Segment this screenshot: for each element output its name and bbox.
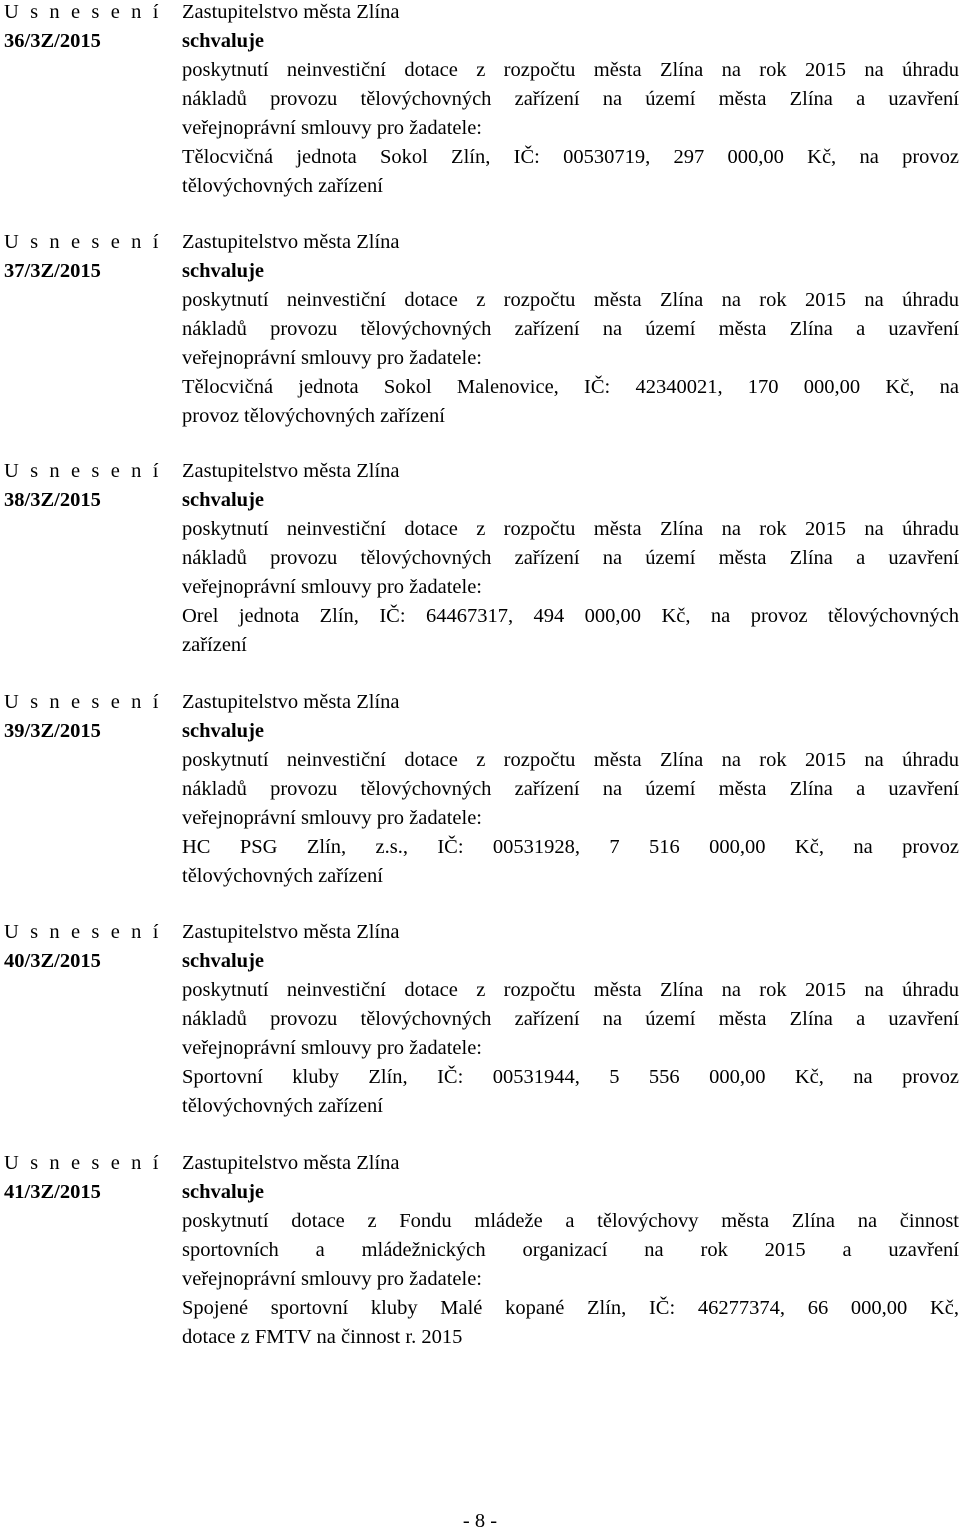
- council-name: Zastupitelstvo města Zlína: [182, 231, 400, 253]
- body-line: poskytnutí neinvestiční dotace z rozpočtu města Zlína na rok 2015 na úhradu: [182, 979, 959, 1001]
- body-line: veřejnoprávní smlouvy pro žadatele:: [182, 1268, 482, 1290]
- resolution-body: [182, 688, 959, 891]
- resolution-word: U s n e s e n í: [4, 691, 162, 713]
- resolution-verb: schvaluje: [182, 1181, 264, 1203]
- body-line: tělovýchovných zařízení: [182, 865, 383, 887]
- body-line: Sportovní kluby Zlín, IČ: 00531944, 5 556 000,00 Kč, na provoz: [182, 1066, 959, 1088]
- body-line: poskytnutí neinvestiční dotace z rozpočtu města Zlína na rok 2015 na úhradu: [182, 59, 959, 81]
- resolution-label: [4, 688, 162, 746]
- council-name: Zastupitelstvo města Zlína: [182, 1, 400, 23]
- body-line: provoz tělovýchovných zařízení: [182, 405, 445, 427]
- body-line: Spojené sportovní kluby Malé kopané Zlín, IČ: 46277374, 66 000,00 Kč,: [182, 1297, 959, 1319]
- resolution-body: [182, 0, 959, 201]
- page-number: - 8 -: [462, 1510, 498, 1532]
- body-line: veřejnoprávní smlouvy pro žadatele:: [182, 1037, 482, 1059]
- body-line: nákladů provozu tělovýchovných zařízení na území města Zlína a uzavření: [182, 547, 959, 569]
- resolution-body: [182, 228, 959, 431]
- resolution-number: 36/3Z/2015: [4, 30, 101, 52]
- resolution-word: U s n e s e n í: [4, 1, 162, 23]
- resolution-verb: schvaluje: [182, 950, 264, 972]
- resolution-number: 39/3Z/2015: [4, 720, 101, 742]
- body-line: poskytnutí dotace z Fondu mládeže a tělovýchovy města Zlína na činnost: [182, 1210, 959, 1232]
- body-line: tělovýchovných zařízení: [182, 1095, 383, 1117]
- body-line: poskytnutí neinvestiční dotace z rozpočtu města Zlína na rok 2015 na úhradu: [182, 289, 959, 311]
- resolution-word: U s n e s e n í: [4, 1152, 162, 1174]
- council-name: Zastupitelstvo města Zlína: [182, 1152, 400, 1174]
- body-line: nákladů provozu tělovýchovných zařízení na území města Zlína a uzavření: [182, 318, 959, 340]
- body-line: veřejnoprávní smlouvy pro žadatele:: [182, 807, 482, 829]
- resolution-body: [182, 1149, 959, 1352]
- resolution-label: [4, 228, 162, 286]
- council-name: Zastupitelstvo města Zlína: [182, 460, 400, 482]
- resolution-verb: schvaluje: [182, 720, 264, 742]
- body-line: sportovních a mládežnických organizací na rok 2015 a uzavření: [182, 1239, 959, 1261]
- body-line: nákladů provozu tělovýchovných zařízení na území města Zlína a uzavření: [182, 88, 959, 110]
- body-line: nákladů provozu tělovýchovných zařízení na území města Zlína a uzavření: [182, 1008, 959, 1030]
- resolution-number: 38/3Z/2015: [4, 489, 101, 511]
- body-line: veřejnoprávní smlouvy pro žadatele:: [182, 347, 482, 369]
- resolution-number: 41/3Z/2015: [4, 1181, 101, 1203]
- resolution-number: 37/3Z/2015: [4, 260, 101, 282]
- body-line: zařízení: [182, 634, 247, 656]
- resolution-word: U s n e s e n í: [4, 460, 162, 482]
- resolution-label: [4, 1149, 162, 1207]
- body-line: Tělocvičná jednota Sokol Malenovice, IČ: 42340021, 170 000,00 Kč, na: [182, 376, 959, 398]
- body-line: nákladů provozu tělovýchovných zařízení na území města Zlína a uzavření: [182, 778, 959, 800]
- body-line: tělovýchovných zařízení: [182, 175, 383, 197]
- council-name: Zastupitelstvo města Zlína: [182, 691, 400, 713]
- body-line: poskytnutí neinvestiční dotace z rozpočtu města Zlína na rok 2015 na úhradu: [182, 749, 959, 771]
- resolution-word: U s n e s e n í: [4, 231, 162, 253]
- resolution-verb: schvaluje: [182, 260, 264, 282]
- body-line: dotace z FMTV na činnost r. 2015: [182, 1326, 463, 1348]
- body-line: poskytnutí neinvestiční dotace z rozpočtu města Zlína na rok 2015 na úhradu: [182, 518, 959, 540]
- resolution-label: [4, 457, 162, 515]
- body-line: veřejnoprávní smlouvy pro žadatele:: [182, 576, 482, 598]
- resolution-body: [182, 918, 959, 1121]
- resolution-label: [4, 918, 162, 976]
- body-line: Orel jednota Zlín, IČ: 64467317, 494 000,00 Kč, na provoz tělovýchovných: [182, 605, 959, 627]
- resolution-number: 40/3Z/2015: [4, 950, 101, 972]
- resolution-word: U s n e s e n í: [4, 921, 162, 943]
- body-line: veřejnoprávní smlouvy pro žadatele:: [182, 117, 482, 139]
- resolution-body: [182, 457, 959, 660]
- body-line: Tělocvičná jednota Sokol Zlín, IČ: 00530719, 297 000,00 Kč, na provoz: [182, 146, 959, 168]
- resolution-label: [4, 0, 162, 56]
- body-line: HC PSG Zlín, z.s., IČ: 00531928, 7 516 000,00 Kč, na provoz: [182, 836, 959, 858]
- resolution-verb: schvaluje: [182, 30, 264, 52]
- resolution-verb: schvaluje: [182, 489, 264, 511]
- council-name: Zastupitelstvo města Zlína: [182, 921, 400, 943]
